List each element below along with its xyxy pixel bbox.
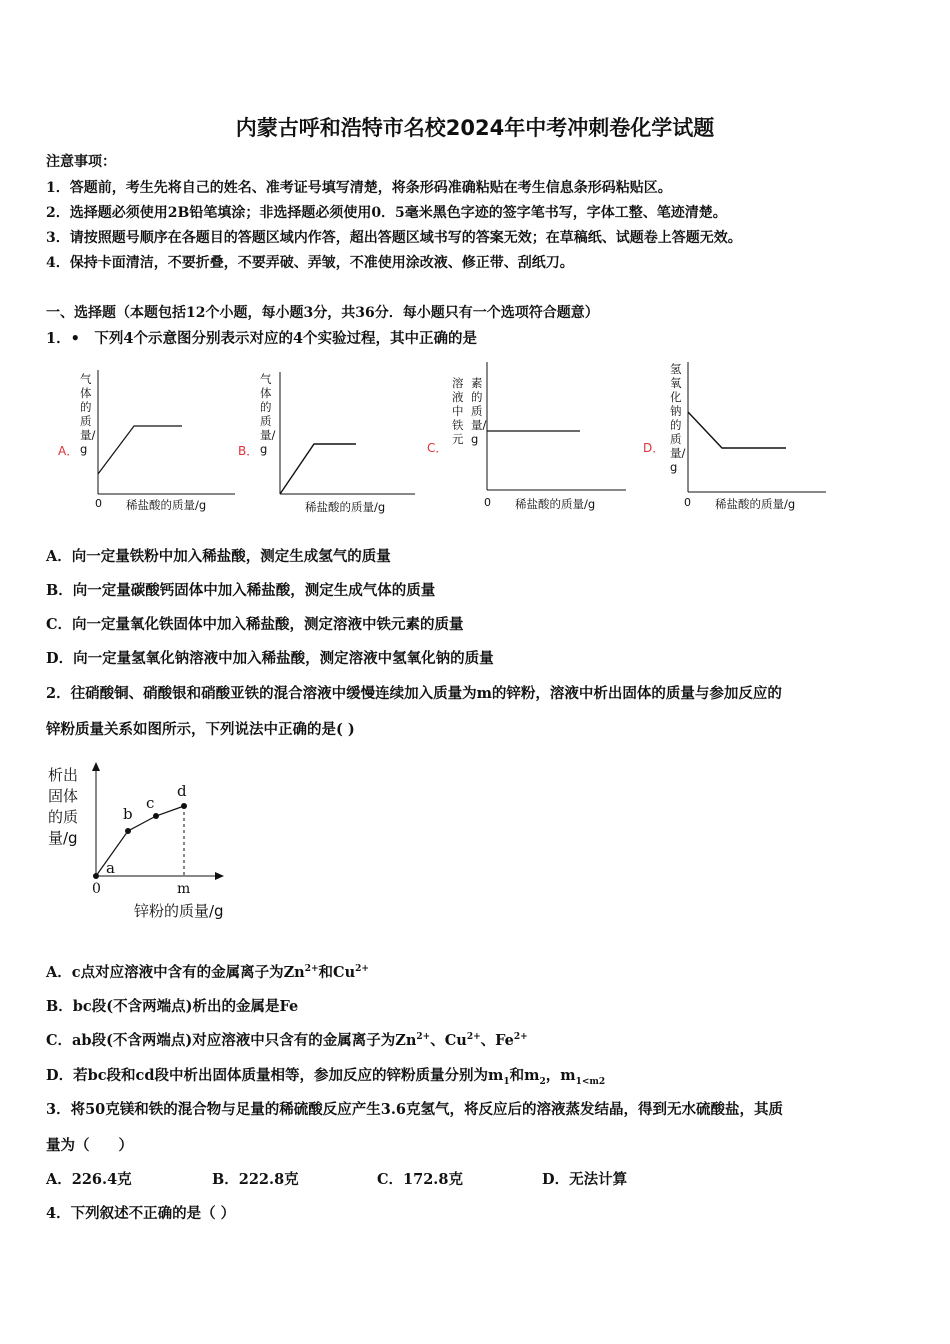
q2-option-b: B．bc段(不含两端点)析出的金属是Fe — [46, 998, 299, 1015]
q1-option-b: B．向一定量碳酸钙固体中加入稀盐酸，测定生成气体的质量 — [46, 582, 436, 599]
chart-d-xlabel: 稀盐酸的质量/g — [715, 497, 796, 511]
q1-option-c: C．向一定量氧化铁固体中加入稀盐酸，测定溶液中铁元素的质量 — [46, 616, 464, 633]
q2-opt-a-sup1: 2+ — [304, 964, 319, 975]
q2-opt-c-sup2: 2+ — [466, 1032, 481, 1043]
chart-c-label: C． — [427, 441, 448, 455]
q2-ylabel-line: 析出 — [48, 766, 79, 784]
note-item-2: 2．选择题必须使用2B铅笔填涂；非选择题必须使用0．5毫米黑色字迹的签字笔书写，字体工整、笔迹清楚。 — [46, 205, 727, 221]
q2-point-b-label: b — [123, 805, 133, 823]
chart-b-ylabel: 气体的质量/g — [260, 372, 276, 456]
q2-point-c — [153, 813, 159, 819]
q2-opt-c-mid1: 、Cu — [430, 1032, 467, 1049]
q2-opt-d-mid1: 和m — [509, 1067, 540, 1084]
q2-option-d — [46, 1064, 605, 1087]
q2-opt-c-sup3: 2+ — [513, 1032, 528, 1043]
chart-a-xlabel: 稀盐酸的质量/g — [126, 498, 207, 512]
q2-point-d-label: d — [177, 782, 187, 800]
chart-c-ylabel-2: 素的质量/g — [471, 376, 487, 446]
q2-stem-line1: 2．往硝酸铜、硝酸银和硝酸亚铁的混合溶液中缓慢连续加入质量为m的锌粉，溶液中析出固体的质量与参加反应的 — [46, 685, 782, 702]
q2-opt-d-sub3: 1<m2 — [575, 1076, 606, 1087]
q2-m-label: m — [177, 881, 191, 897]
q4-stem: 4．下列叙述不正确的是（ ） — [46, 1205, 236, 1222]
q3-stem-line1: 3．将50克镁和铁的混合物与足量的稀硫酸反应产生3.6克氢气，将反应后的溶液蒸发结晶，得到无水硫酸盐，其质 — [46, 1101, 783, 1118]
chart-c-origin: 0 — [484, 496, 491, 509]
chart-b-plot — [270, 372, 420, 502]
chart-b-xlabel: 稀盐酸的质量/g — [305, 500, 386, 514]
q1-option-a: A．向一定量铁粉中加入稀盐酸，测定生成氢气的质量 — [46, 548, 391, 565]
q1-option-d: D．向一定量氢氧化钠溶液中加入稀盐酸，测定溶液中氢氧化钠的质量 — [46, 650, 494, 667]
q2-opt-a-text: A．c点对应溶液中含有的金属离子为Zn — [46, 964, 305, 981]
chart-a-ylabel: 气体的质量/g — [80, 372, 96, 456]
q2-ylabel-line: 的质 — [48, 808, 79, 826]
chart-a-label: A． — [58, 444, 79, 458]
q2-xaxis-arrow — [215, 872, 224, 880]
q2-opt-d-sub1: 1 — [503, 1076, 510, 1087]
q2-opt-c-mid2: 、Fe — [480, 1032, 514, 1049]
q2-yaxis-arrow — [92, 762, 100, 771]
chart-a-line — [98, 426, 182, 474]
q2-option-a — [46, 961, 369, 982]
q1-stem: 1．• 下列4个示意图分别表示对应的4个实验过程，其中正确的是 — [46, 330, 478, 347]
chart-a-plot — [90, 370, 240, 510]
q2-opt-a-mid: 和Cu — [318, 964, 356, 981]
q3-stem-line2: 量为（ ） — [46, 1137, 133, 1154]
q2-chart-ylabel — [48, 765, 78, 849]
q2-stem-line2: 锌粉质量关系如图所示，下列说法中正确的是( ) — [46, 721, 355, 738]
section-heading: 一、选择题（本题包括12个小题，每小题3分，共36分．每小题只有一个选项符合题意） — [46, 305, 599, 321]
notes-heading: 注意事项： — [46, 154, 116, 170]
chart-d-ylabel: 氢氧化钠的质量/g — [670, 362, 686, 474]
chart-b-line — [280, 444, 356, 494]
q3-option-b: B．222.8克 — [212, 1171, 299, 1188]
q2-point-b — [125, 828, 131, 834]
chart-c-plot — [480, 362, 630, 494]
chart-d-origin: 0 — [684, 496, 691, 509]
q2-origin: 0 — [92, 881, 101, 897]
q2-opt-c-text: C．ab段(不含两端点)对应溶液中只含有的金属离子为Zn — [46, 1032, 417, 1049]
q2-ylabel-line: 固体 — [48, 787, 79, 805]
q2-opt-d-text: D．若bc段和cd段中析出固体质量相等，参加反应的锌粉质量分别为m — [46, 1067, 504, 1084]
q2-point-d — [181, 803, 187, 809]
note-item-4: 4．保持卡面清洁，不要折叠，不要弄破、弄皱，不准使用涂改液、修正带、刮纸刀。 — [46, 255, 574, 271]
q2-point-a-label: a — [106, 859, 115, 877]
note-item-1: 1．答题前，考生先将自己的姓名、准考证号填写清楚，将条形码准确粘贴在考生信息条形码粘贴区。 — [46, 180, 672, 196]
q3-option-a: A．226.4克 — [46, 1171, 132, 1188]
chart-d-plot — [680, 362, 830, 496]
chart-d-line — [688, 412, 786, 448]
q2-point-a — [93, 873, 99, 879]
q2-option-c — [46, 1029, 528, 1050]
q3-option-d: D．无法计算 — [542, 1171, 628, 1188]
q2-ylabel-line: 量/g — [48, 829, 78, 847]
page-title: 内蒙古呼和浩特市名校2024年中考冲刺卷化学试题 — [235, 116, 715, 140]
chart-a-origin: 0 — [95, 497, 102, 510]
chart-c-xlabel: 稀盐酸的质量/g — [515, 497, 596, 511]
q2-xlabel: 锌粉的质量/g — [134, 902, 224, 920]
chart-b-label: B． — [238, 444, 259, 458]
note-item-3: 3．请按照题号顺序在各题目的答题区域内作答，超出答题区域书写的答案无效；在草稿纸、试题卷上答题无效。 — [46, 230, 742, 246]
q2-opt-a-sup2: 2+ — [355, 964, 369, 975]
q2-point-c-label: c — [146, 794, 155, 812]
chart-d-label: D． — [643, 441, 665, 455]
chart-c-ylabel-1: 溶液中铁元 — [452, 376, 464, 446]
q3-option-c: C．172.8克 — [377, 1171, 463, 1188]
q2-opt-d-sub2: 2 — [539, 1076, 546, 1087]
q2-opt-c-sup1: 2+ — [416, 1032, 431, 1043]
q2-opt-d-mid2: ，m — [545, 1067, 576, 1084]
